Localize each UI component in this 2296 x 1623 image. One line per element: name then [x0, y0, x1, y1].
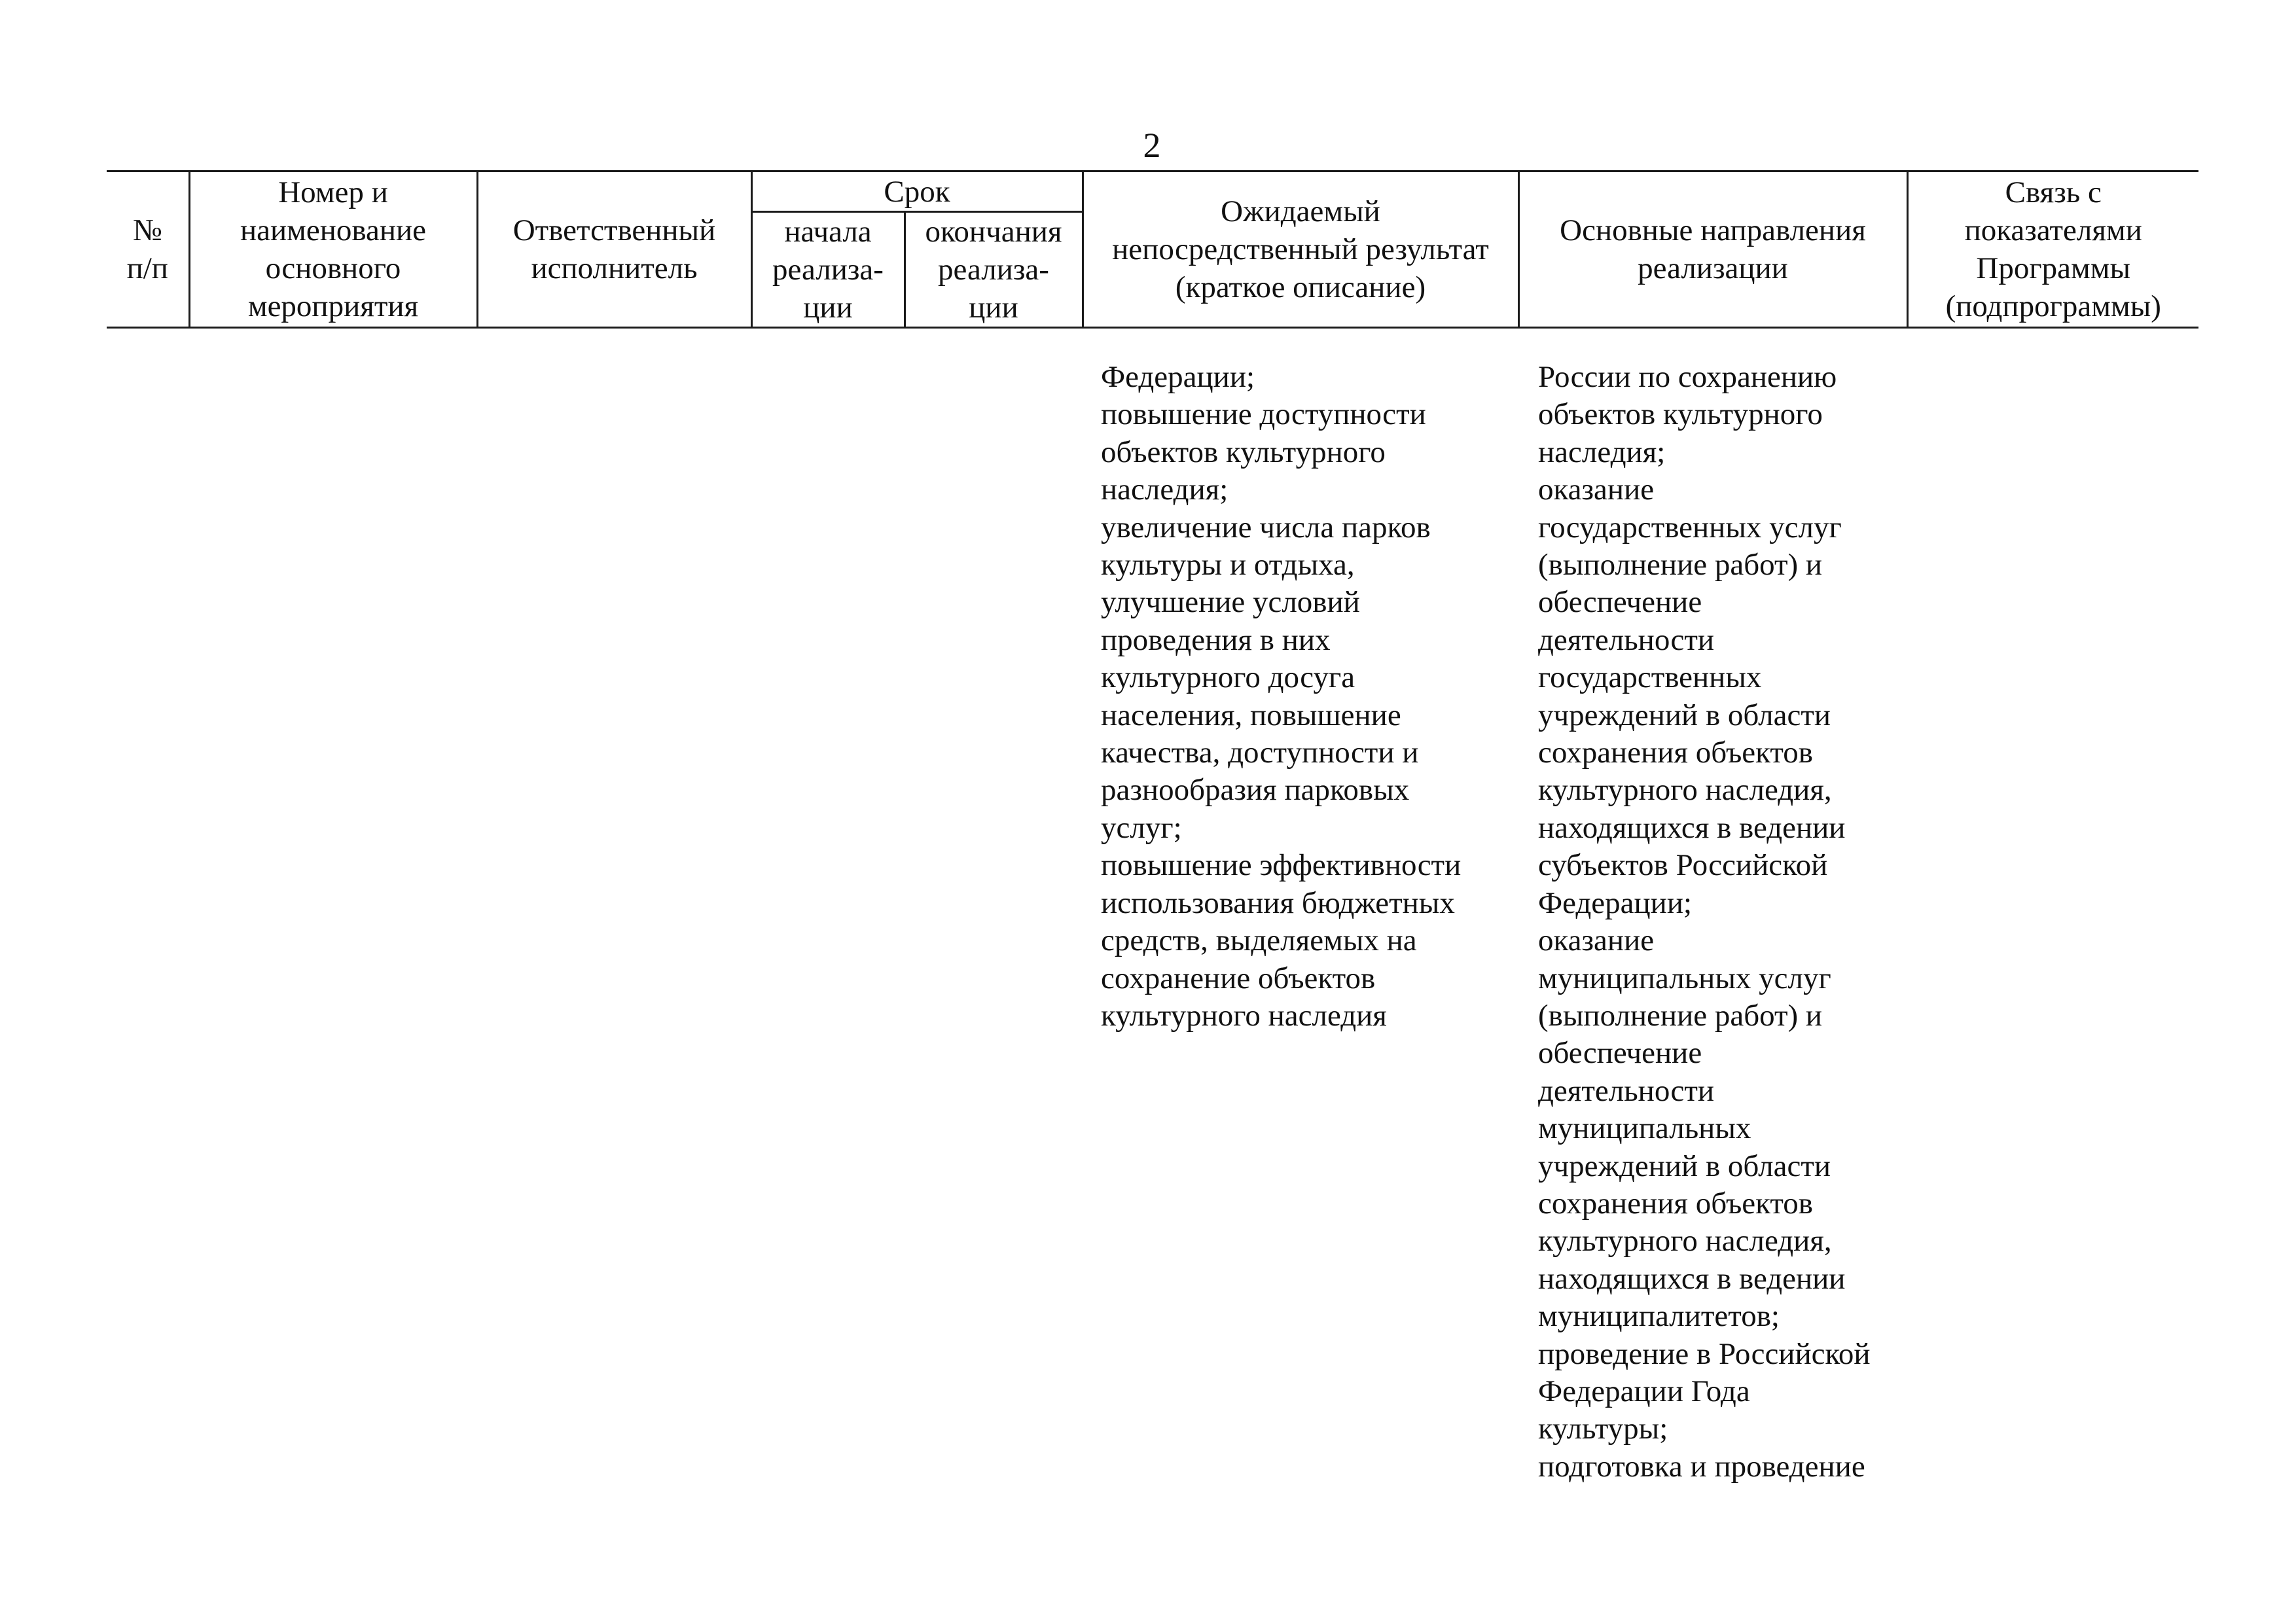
directions-text: России по сохранению объектов культурного наследия; оказание государственных услуг (выполнение работ) и обеспечение деятельности государственных учреждений в области сохранения объектов культурного наследия, находящихся в ведении субъектов Российской Федерации; оказание муниципальных услуг (выполнение работ) и обеспечение деятельности муниципальных учреждений в области сохранения объектов культурного наследия, находящихся в ведении муниципалитетов; проведение в Российской Федерации Года культуры; подготовка и проведение: [1538, 360, 1871, 1484]
header-directions: Основные направления реализации: [1518, 171, 1907, 328]
header-term-start: начала реализа- ции: [751, 212, 905, 328]
table-header: [107, 170, 2198, 329]
header-term-end: окончания реализа- ции: [905, 212, 1083, 328]
header-term: Срок: [751, 171, 1083, 212]
expected-result-text: Федерации; повышение доступности объектов культурного наследия; увеличение числа парков культуры и отдыха, улучшение условий проведения в них культурного досуга населения, повышение качества, доступности и разнообразия парковых услуг; повышение эффективности использования бюджетных средств, выделяемых на сохранение объектов культурного наследия: [1101, 360, 1462, 1033]
header-indicators-link: Связь с показателями Программы (подпрограммы): [1907, 171, 2198, 328]
measures-table: [107, 170, 2198, 329]
header-executor: Ответственный исполнитель: [477, 171, 751, 328]
header-number: № п/п: [107, 171, 189, 328]
header-expected-result: Ожидаемый непосредственный результат (краткое описание): [1083, 171, 1518, 328]
page-number: 2: [1143, 126, 1161, 165]
header-measure-name: Номер и наименование основного мероприятия: [189, 171, 477, 328]
